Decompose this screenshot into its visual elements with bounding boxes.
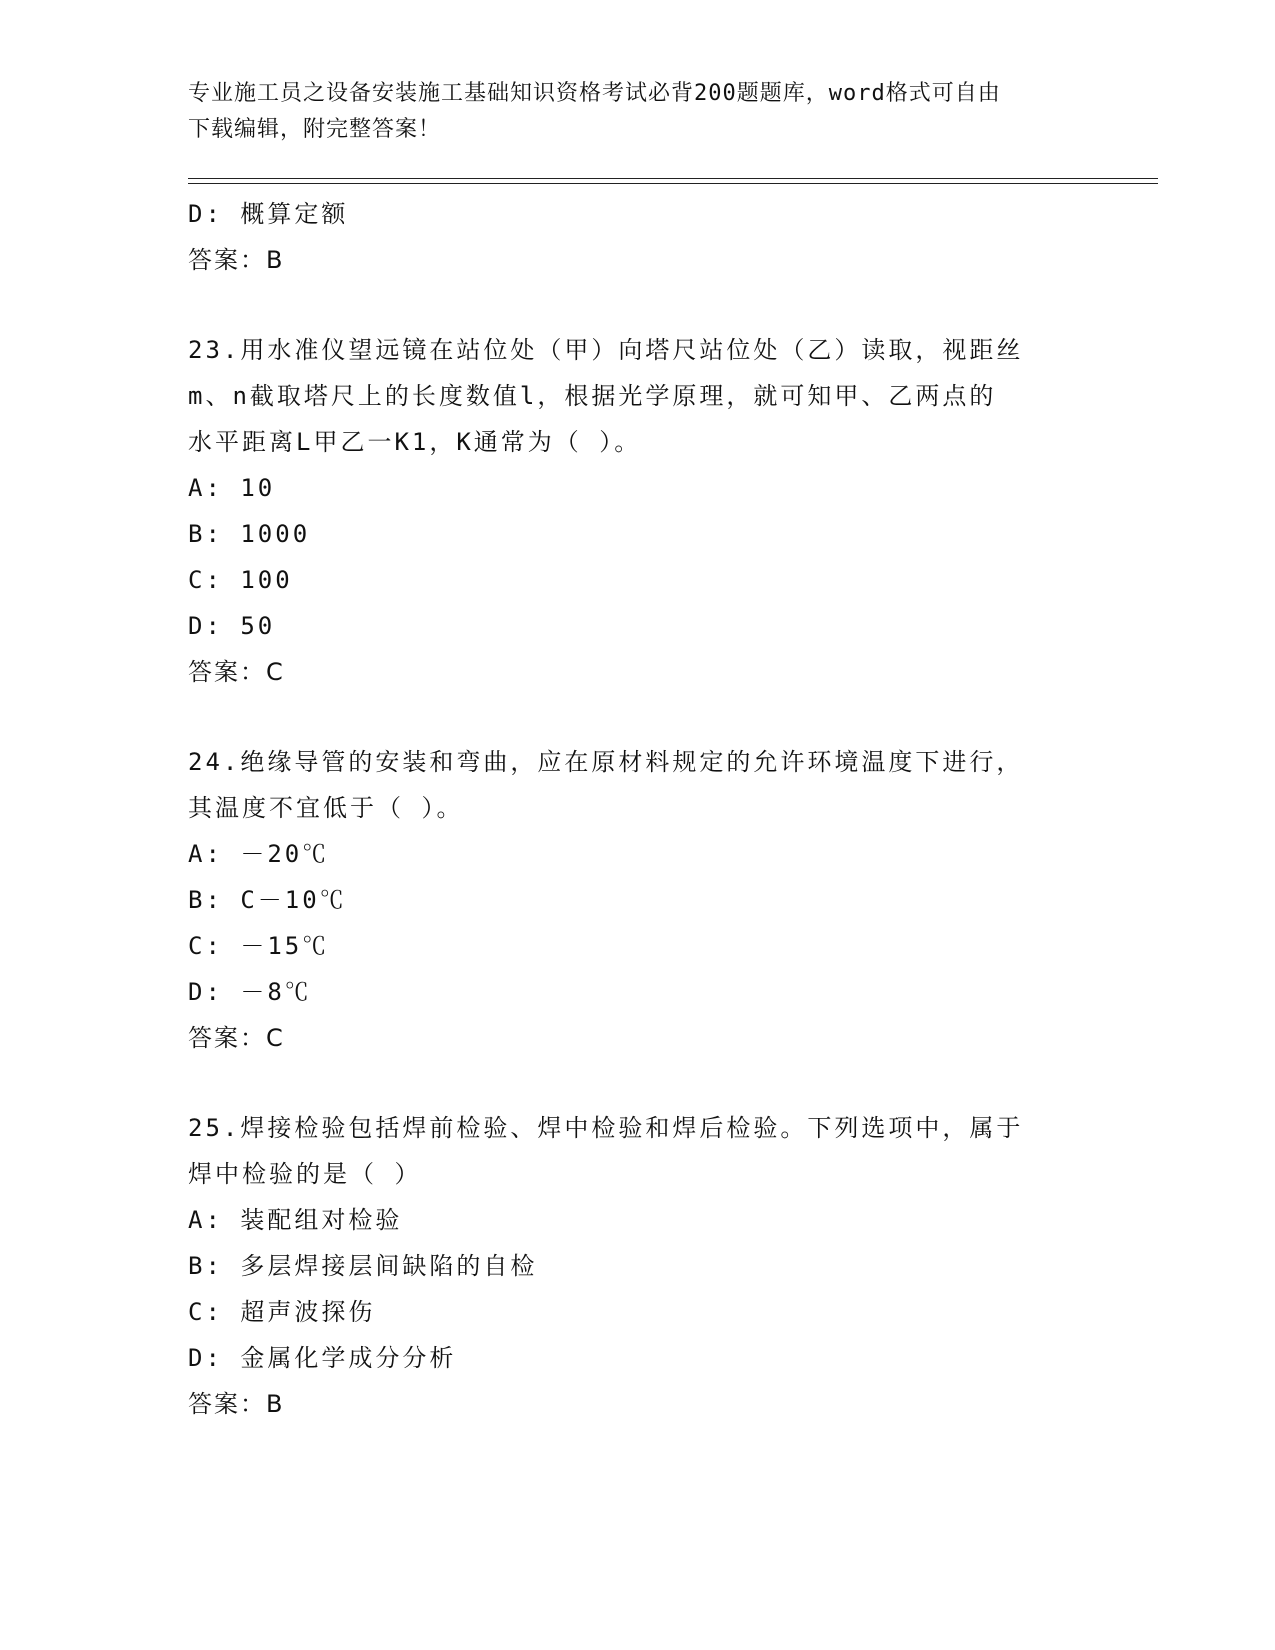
option-d: D: 50 [188, 612, 276, 640]
question-stem-line: 其温度不宜低于（ ）。 [188, 794, 464, 822]
header-title-line-2: 下载编辑，附完整答案！ [188, 117, 442, 142]
answer-line: 答案：B [188, 246, 285, 274]
option-c: C: 100 [188, 566, 293, 594]
option-a: A: 装配组对检验 [188, 1206, 403, 1234]
option-d: D: －8℃ [188, 978, 312, 1006]
header-title-line-1: 专业施工员之设备安装施工基础知识资格考试必背200题题库，word格式可自由 [188, 81, 1001, 106]
spacer [188, 1061, 1088, 1105]
option-c: C: 超声波探伤 [188, 1298, 376, 1326]
question-stem-line: m、n截取塔尺上的长度数值l，根据光学原理，就可知甲、乙两点的 [188, 382, 997, 410]
question-block [188, 739, 1088, 1061]
option-d: D: 金属化学成分分析 [188, 1344, 457, 1372]
option-c: C: －15℃ [188, 932, 330, 960]
question-block [188, 1105, 1088, 1427]
question-stem-line: 焊中检验的是（ ） [188, 1160, 422, 1188]
answer-line: 答案：B [188, 1390, 285, 1418]
question-stem-line: 23.用水准仪望远镜在站位处（甲）向塔尺站位处（乙）读取，视距丝 [188, 336, 1024, 364]
question-block [188, 327, 1088, 695]
option-a: A: －20℃ [188, 840, 330, 868]
spacer [188, 695, 1088, 739]
header-divider-bottom [188, 183, 1158, 184]
option-b: B: C－10℃ [188, 886, 347, 914]
question-stem-line: 25.焊接检验包括焊前检验、焊中检验和焊后检验。下列选项中，属于 [188, 1114, 1024, 1142]
question-list [188, 191, 1088, 1427]
question-stem-line: 24.绝缘导管的安装和弯曲，应在原材料规定的允许环境温度下进行， [188, 748, 1024, 776]
answer-line: 答案：C [188, 1024, 285, 1052]
question-stem-line: 水平距离L甲乙一K1，K通常为（ ）。 [188, 428, 642, 456]
header-divider-top [188, 178, 1158, 179]
document-header [188, 76, 1088, 148]
answer-line: 答案：C [188, 658, 285, 686]
spacer [188, 283, 1088, 327]
option-a: A: 10 [188, 474, 276, 502]
option-d: D: 概算定额 [188, 200, 349, 228]
option-b: B: 多层焊接层间缺陷的自检 [188, 1252, 538, 1280]
option-b: B: 1000 [188, 520, 311, 548]
